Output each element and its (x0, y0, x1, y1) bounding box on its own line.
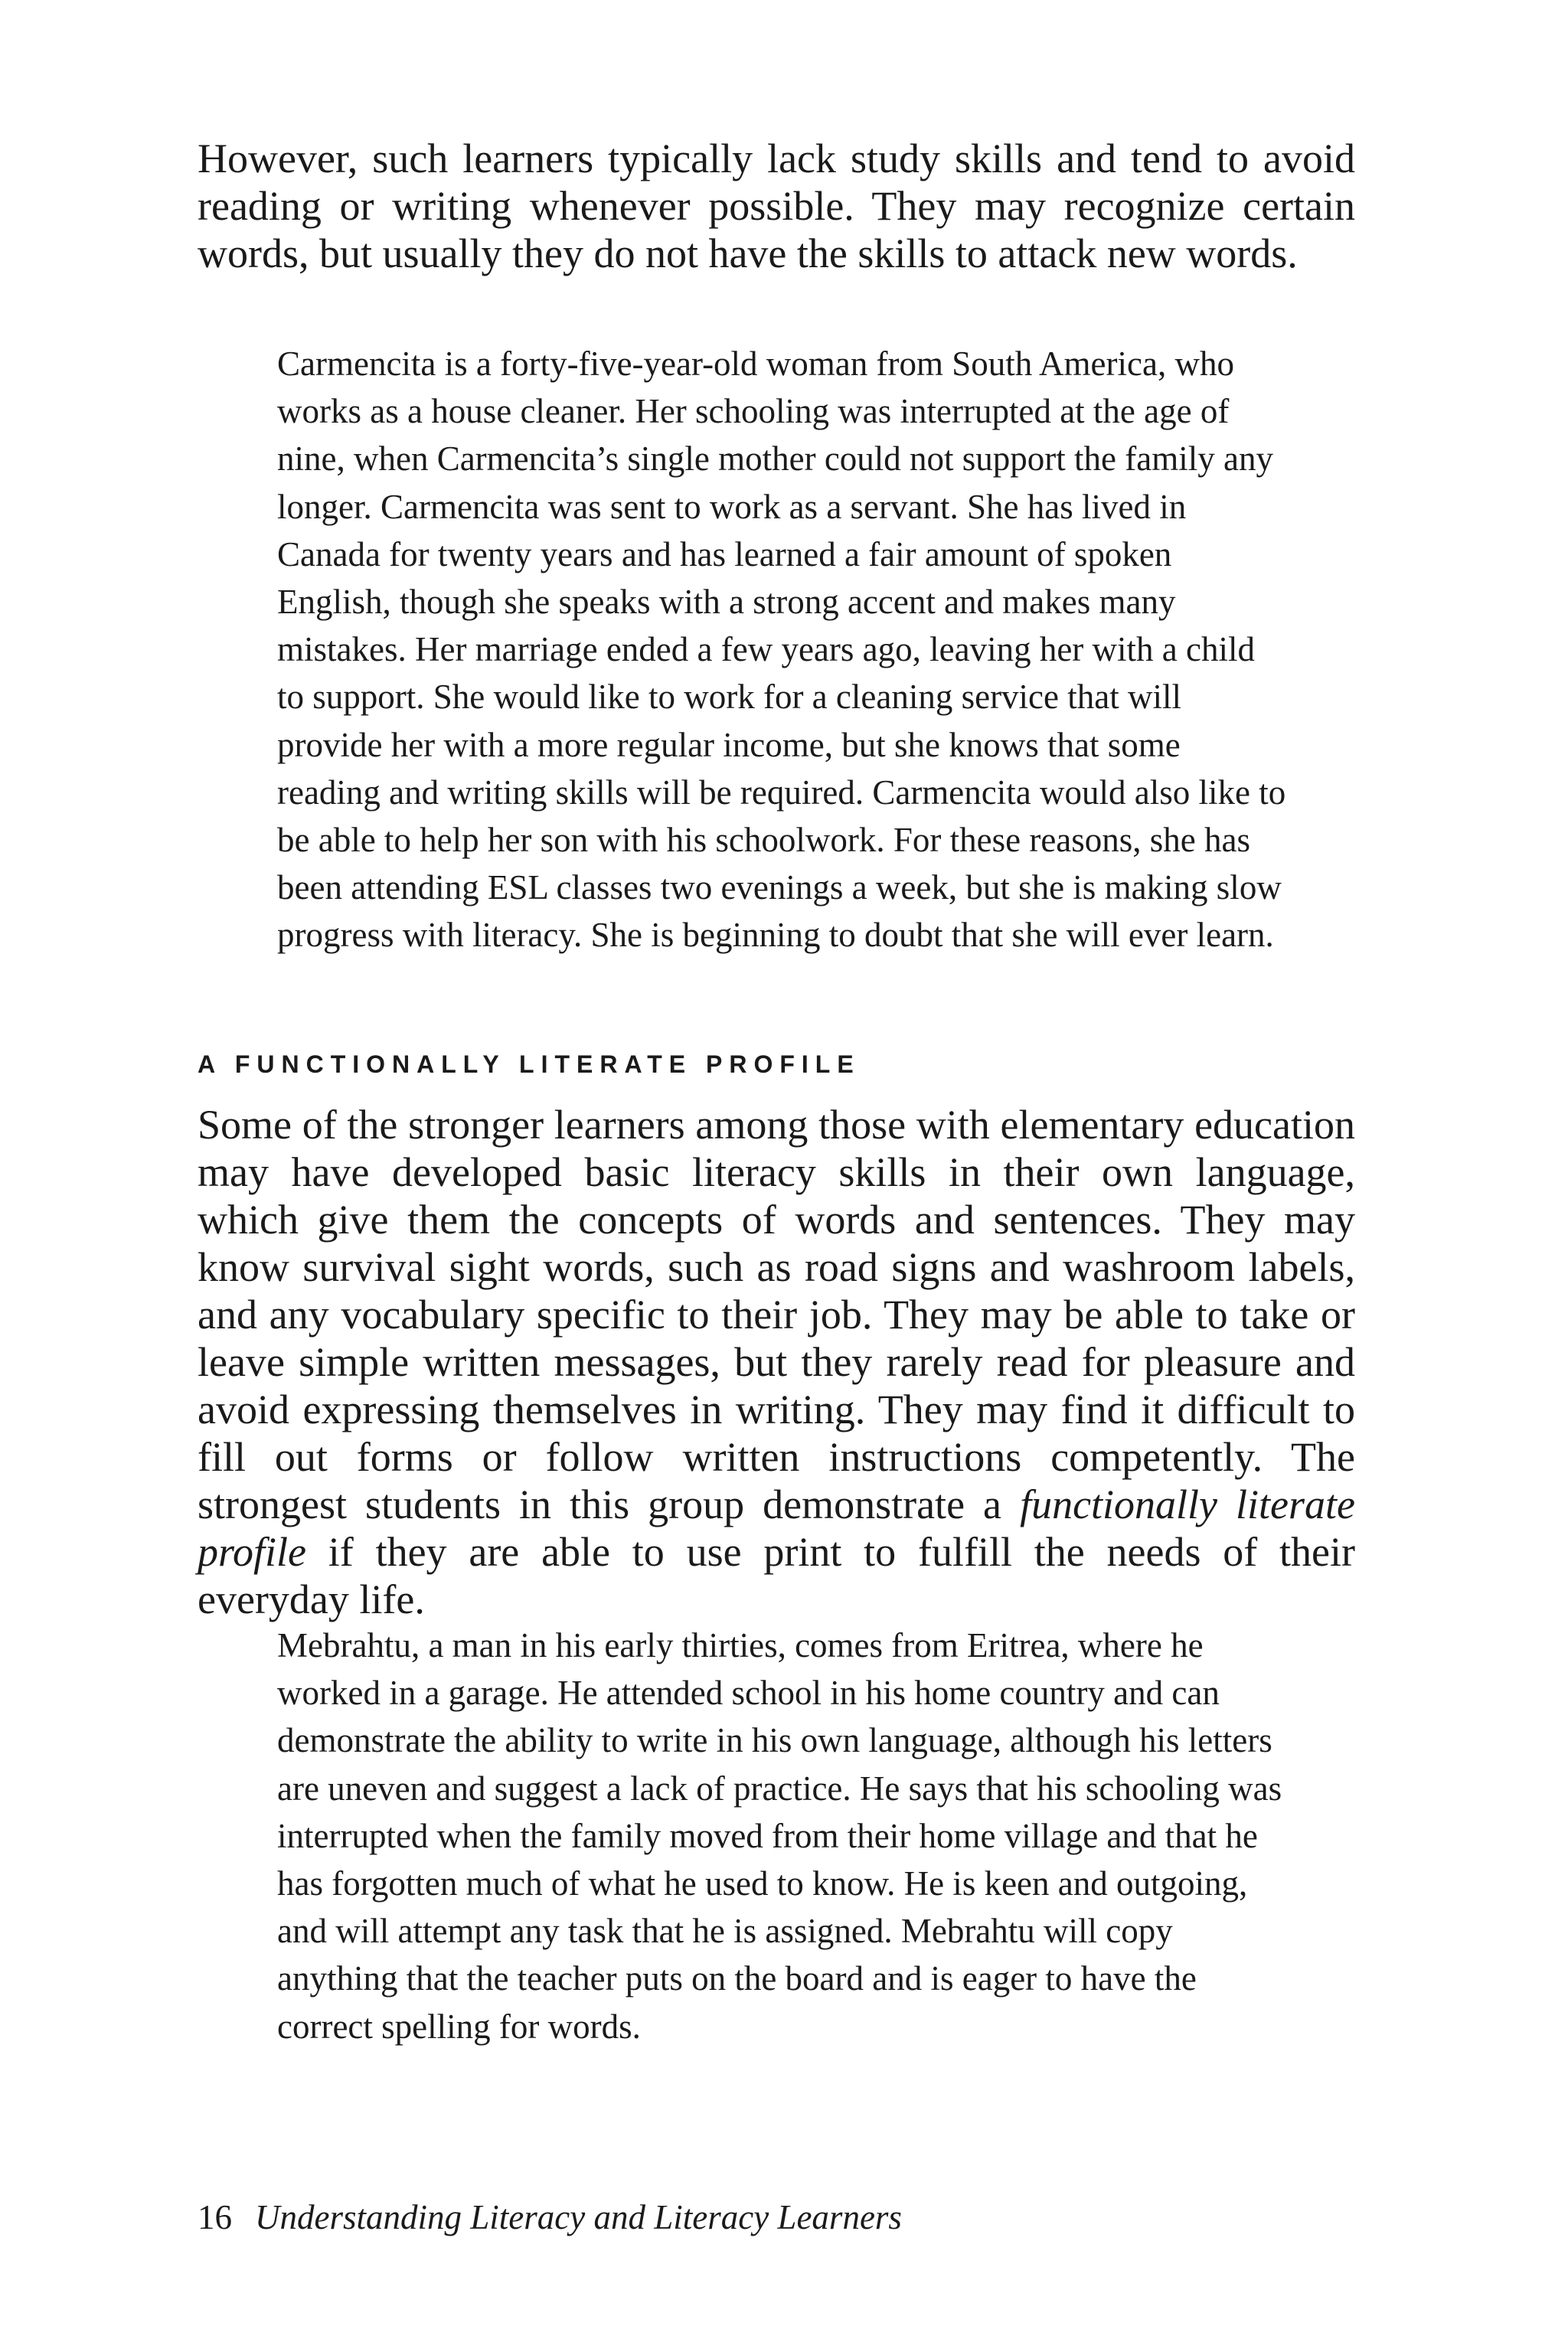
paragraph-text-after: if they are able to use print to fulfill the needs of their everyday life. (198, 1529, 1355, 1622)
page-footer (198, 2197, 902, 2237)
body-paragraph-functional-literacy (198, 1101, 1355, 1623)
learner-example-mebrahtu: Mebrahtu, a man in his early thirties, comes from Eritrea, where he worked in a garage. He attended school in his home country and can demonstrate the ability to write in his own language, although his letters are uneven and suggest a lack of practice. He says that his schooling was interrupted when the family moved from their home village and that he has forgotten much of what he used to know. He is keen and outgoing, and will attempt any task that he is assigned. Mebrahtu will copy anything that the teacher puts on the board and is eager to have the correct spelling for words. (277, 1626, 1282, 2046)
page-number: 16 (198, 2198, 232, 2236)
body-paragraph-intro: However, such learners typically lack study skills and tend to avoid reading or writing whenever possible. They may recognize certain words, but usually they do not have the skills to attack new words. (198, 136, 1355, 276)
paragraph-text-before: Some of the stronger learners among those with elementary education may have developed basic literacy skills in their own language, which give them the concepts of words and sentences. They may know survival sight words, such as road signs and washroom labels, and any vocabulary specific to their job. They may be able to take or leave simple written messages, but they rarely read for pleasure and avoid expressing themselves in writing. They may find it difficult to fill out forms or follow written instructions competently. The strongest students in this group demonstrate a (198, 1102, 1355, 1527)
section-heading: A FUNCTIONALLY LITERATE PROFILE (198, 1050, 861, 1078)
learner-example-carmencita: Carmencita is a forty-five-year-old woman from South America, who works as a house cleaner. Her schooling was interrupted at the age of nine, when Carmencita’s single mother could not support the family any longer. Carmencita was sent to work as a servant. She has lived in Canada for twenty years and has learned a fair amount of spoken English, though she speaks with a strong accent and makes many mistakes. Her marriage ended a few years ago, leaving her with a child to support. She would like to work for a cleaning service that will provide her with a more regular income, but she knows that some reading and writing skills will be required. Carmencita would also like to be able to help her son with his schoolwork. For these reasons, she has been attending ESL classes two evenings a week, but she is making slow progress with literacy. She is beginning to doubt that she will ever learn. (277, 345, 1286, 955)
italic-term: functionally literate profile (198, 1481, 1355, 1575)
running-title: Understanding Literacy and Literacy Learners (255, 2198, 902, 2236)
